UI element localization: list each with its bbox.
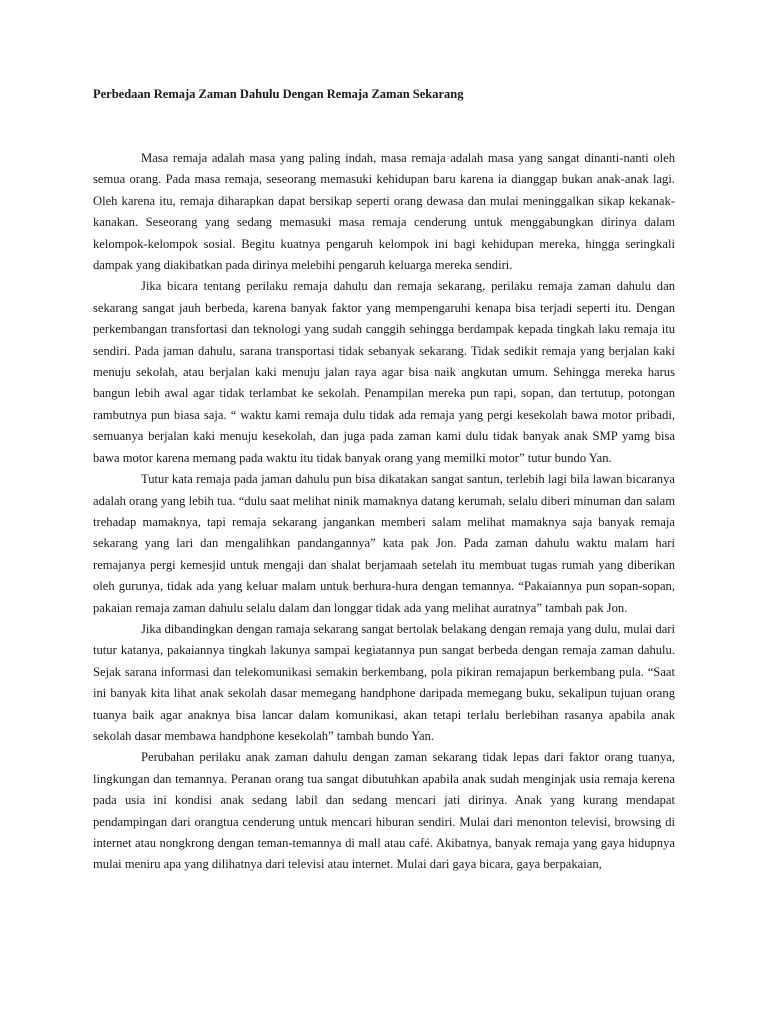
- document-title: Perbedaan Remaja Zaman Dahulu Dengan Remaja Zaman Sekarang: [93, 87, 464, 101]
- paragraph-4: Jika dibandingkan dengan ramaja sekarang sangat bertolak belakang dengan remaja yang dulu, mulai dari tutur katanya, pakaiannya tingkah lakunya sampai kegiatannya pun sangat berbeda dengan remaja zaman dahulu. Sejak sarana informasi dan telekomunikasi semakin berkembang, pola pikiran remajapun berkembang pula. “Saat ini banyak kita lihat anak sekolah dasar memegang handphone daripada memegang buku, sekalipun tujuan orang tuanya baik agar anaknya bisa lancar dalam komunikasi, akan tetapi terlalu berlebihan rasanya apabila anak sekolah dasar membawa handphone kesekolah” tambah bundo Yan.: [93, 621, 675, 743]
- paragraph-5: Perubahan perilaku anak zaman dahulu dengan zaman sekarang tidak lepas dari faktor orang tuanya, lingkungan dan temannya. Peranan orang tua sangat dibutuhkan apabila anak sudah menginjak usia remaja kerena pada usia ini kondisi anak sedang labil dan sedang mencari jati dirinya. Anak yang kurang mendapat pendampingan dari orangtua cenderung untuk mencari hiburan sendiri. Mulai dari menonton televisi, browsing di internet atau nongkrong dengan teman-temannya di mall atau café. Akibatnya, banyak remaja yang gaya hidupnya mulai meniru apa yang dilihatnya dari televisi atau internet. Mulai dari gaya bicara, gaya berpakaian,: [93, 750, 675, 872]
- paragraph-2: Jika bicara tentang perilaku remaja dahulu dan remaja sekarang, perilaku remaja zaman dahulu dan sekarang sangat jauh berbeda, karena banyak faktor yang mempengaruhi kenapa bisa terjadi seperti itu. Dengan perkembangan transfortasi dan teknologi yang sudah canggih sehingga berdampak kepada tingkah laku remaja itu sendiri. Pada jaman dahulu, sarana transportasi tidak sebanyak sekarang. Tidak sedikit remaja yang berjalan kaki menuju sekolah, atau berjalan kaki menuju jalan raya agar bisa naik angkutan umum. Sehingga mereka harus bangun lebih awal agar tidak terlambat ke sekolah. Penampilan mereka pun rapi, sopan, dan tertutup, potongan rambutnya pun biasa saja. “ waktu kami remaja dulu tidak ada remaja yang pergi kesekolah bawa motor pribadi, semuanya berjalan kaki menuju kesekolah, dan juga pada zaman kami dulu tidak banyak anak SMP yamg bisa bawa motor karena memang pada waktu itu tidak banyak orang yang memilki motor” tutur bundo Yan.: [93, 279, 675, 465]
- paragraph-1: Masa remaja adalah masa yang paling indah, masa remaja adalah masa yang sangat dinanti-nanti oleh semua orang. Pada masa remaja, seseorang memasuki kehidupan baru karena ia dianggap bukan anak-anak lagi. Oleh karena itu, remaja diharapkan dapat bersikap seperti orang dewasa dan mulai meninggalkan sikap kekanak-kanakan. Seseorang yang sedang memasuki masa remaja cenderung untuk menggabungkan dirinya dalam kelompok-kelompok sosial. Begitu kuatnya pengaruh kelompok ini bagi kehidupan mereka, hingga seringkali dampak yang diakibatkan pada dirinya melebihi pengaruh keluarga mereka sendiri.: [93, 151, 675, 273]
- paragraph-3: Tutur kata remaja pada jaman dahulu pun bisa dikatakan sangat santun, terlebih lagi bila lawan bicaranya adalah orang yang lebih tua. “dulu saat melihat ninik mamaknya datang kerumah, selalu diberi minuman dan salam trehadap mamaknya, tapi remaja sekarang jangankan memberi salam melihat mamaknya saja banyak remaja sekarang yang lari dan mengalihkan pandangannya” kata pak Jon. Pada zaman dahulu waktu malam hari remajanya pergi kemesjid untuk mengaji dan shalat berjamaah setelah itu membuat tugas rumah yang diberikan oleh gurunya, tidak ada yang keluar malam untuk berhura-hura dengan temannya. “Pakaiannya pun sopan-sopan, pakaian remaja zaman dahulu selalu dalam dan longgar tidak ada yang melihat auratnya” tambah pak Jon.: [93, 472, 675, 615]
- document-page: [93, 84, 675, 876]
